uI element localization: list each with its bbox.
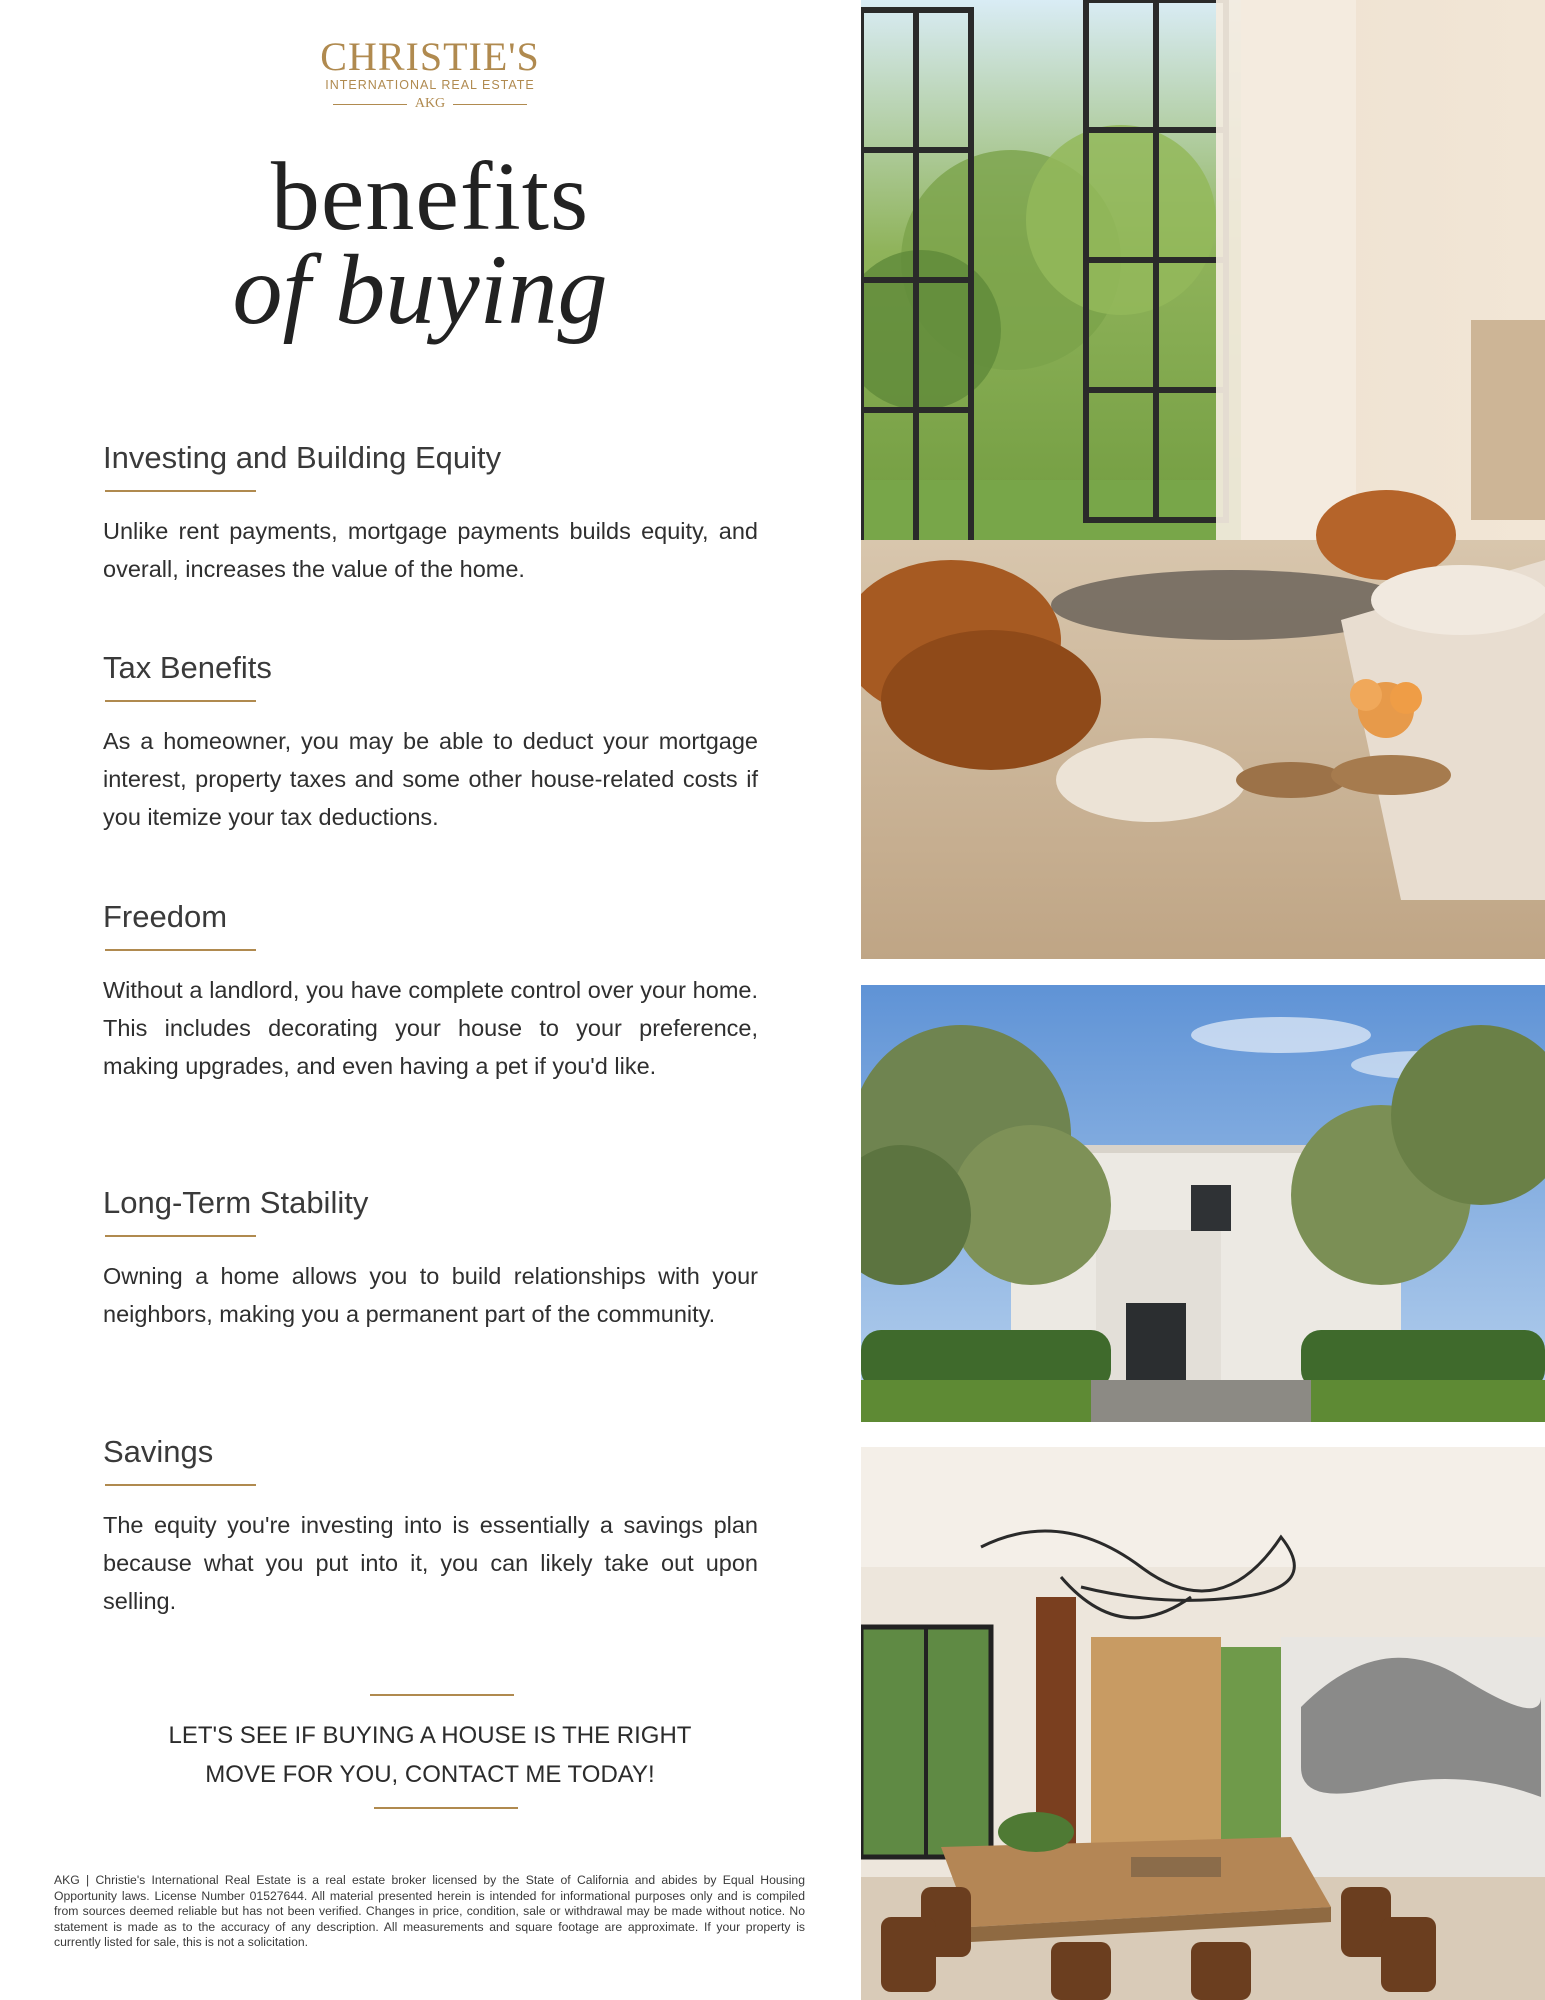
section-body: Unlike rent payments, mortgage payments builds equity, and overall, increases the value of the home.	[103, 518, 758, 582]
section-body: Owning a home allows you to build relationships with your neighbors, making you a permanent part of the community.	[103, 1263, 758, 1327]
dining-room-image	[861, 1447, 1545, 2000]
section-body: The equity you're investing into is essentially a savings plan because what you put into it, you can likely take out upon selling.	[103, 1512, 758, 1614]
page-title-line1: benefits	[270, 143, 590, 251]
section-heading: Savings	[103, 1434, 214, 1469]
logo-divider-right	[453, 104, 527, 105]
cta-divider-top	[370, 1694, 514, 1696]
logo-mark-row	[300, 96, 560, 112]
legal-disclaimer: AKG | Christie's International Real Estate is a real estate broker licensed by the State of California and abides by Equal Housing Opportunity laws. License Number 01527644. All material presented herein is intended for informational purposes only and is compiled from sources deemed reliable but has not been verified. Changes in price, condition, sale or withdrawal may be made without notice. No statement is made as to the accuracy of any description. All measurements and square footage are approximate. If your property is currently listed for sale, this is not a solicitation.	[54, 1873, 805, 1949]
logo-subtitle: INTERNATIONAL REAL ESTATE	[325, 78, 535, 92]
section-divider	[105, 490, 256, 492]
section-heading: Tax Benefits	[103, 650, 272, 685]
cta-line2: MOVE FOR YOU, CONTACT ME TODAY!	[205, 1761, 655, 1788]
exterior-image	[861, 985, 1545, 1422]
section-body: Without a landlord, you have complete control over your home. This includes decorating your house to your preference, making upgrades, and even having a pet if you'd like.	[103, 977, 758, 1079]
section-freedom	[103, 897, 758, 1085]
section-long-term-stability	[103, 1183, 758, 1333]
section-heading: Investing and Building Equity	[103, 440, 502, 475]
christies-logo	[300, 36, 560, 112]
living-room-image	[861, 0, 1545, 959]
logo-divider-left	[333, 104, 407, 105]
photo-exterior	[861, 985, 1545, 1422]
section-divider	[105, 949, 256, 951]
section-heading: Long-Term Stability	[103, 1185, 369, 1220]
cta-line1: LET'S SEE IF BUYING A HOUSE IS THE RIGHT	[168, 1722, 692, 1749]
section-body: As a homeowner, you may be able to deduct your mortgage interest, property taxes and some other house-related costs if you itemize your tax deductions.	[103, 728, 758, 830]
section-tax-benefits	[103, 648, 758, 836]
section-investing	[103, 438, 758, 588]
page-title-line2: of buying	[232, 234, 608, 345]
photo-living-room	[861, 0, 1545, 959]
logo-brand: CHRISTIE'S	[320, 34, 540, 79]
section-divider	[105, 700, 256, 702]
section-heading: Freedom	[103, 899, 228, 934]
logo-mark: AKG	[414, 96, 446, 111]
cta-divider-bottom	[374, 1807, 518, 1809]
section-savings	[103, 1432, 758, 1620]
call-to-action	[130, 1716, 730, 1794]
section-divider	[105, 1235, 256, 1237]
section-divider	[105, 1484, 256, 1486]
photo-dining-room	[861, 1447, 1545, 2000]
